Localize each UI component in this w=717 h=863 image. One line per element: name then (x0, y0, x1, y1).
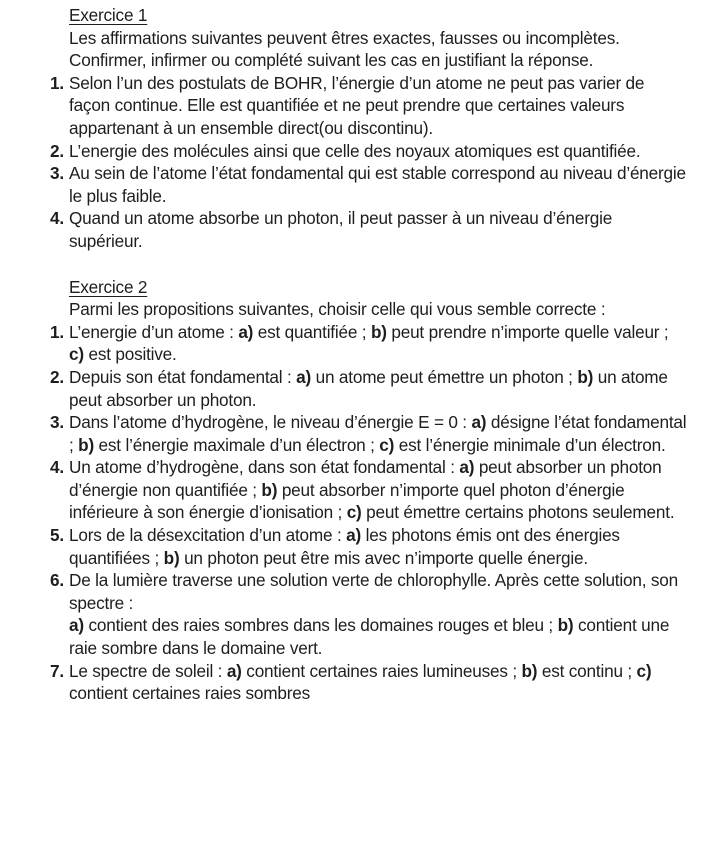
question-stem: Dans l’atome d’hydrogène, le niveau d’énergie E = 0 : (69, 412, 472, 433)
question-item (0, 321, 717, 366)
option-label: c) (346, 502, 362, 523)
item-number: 3. (50, 412, 64, 433)
exercise-1 (0, 4, 717, 253)
option-text: un atome peut absorber un photon. (69, 366, 668, 410)
exercise-2 (0, 276, 717, 705)
item-number: 4. (50, 208, 64, 229)
statement-text: L’energie des molécules ainsi que celle des noyaux atomiques est quantifiée. (69, 140, 641, 161)
statement-text: Selon l’un des postulats de BOHR, l’énergie d’un atome ne peut pas varier de façon continue. Elle est quantifiée et ne peut prendre que certaines valeurs appartenant à un ensemble direct(ou discontinu). (69, 72, 645, 138)
statement-text: Quand un atome absorbe un photon, il peut passer à un niveau d’énergie supérieur. (69, 208, 613, 251)
option-label: c) (69, 344, 84, 365)
option-text: un photon peut être mis avec n’importe quelle énergie. (179, 547, 588, 568)
statement-item (0, 140, 717, 163)
option-label: a) (69, 615, 84, 636)
question-stem: Le spectre de soleil : (69, 660, 227, 681)
exercise-2-questions (0, 321, 717, 705)
question-stem: De la lumière traverse une solution verte de chlorophylle. Après cette solution, son spectre : (69, 570, 678, 613)
option-text: peut absorber un photon d’énergie non quantifiée ; (69, 457, 662, 500)
item-number: 1. (50, 321, 64, 342)
question-item (0, 456, 717, 524)
exercise-2-title: Exercice 2 (69, 276, 148, 297)
option-label: b) (521, 660, 538, 681)
exercise-2-instructions: Parmi les propositions suivantes, choisir celle qui vous semble correcte : (69, 299, 606, 320)
option-text: peut émettre certains photons seulement. (361, 502, 675, 523)
option-label: b) (261, 479, 278, 500)
exercise-1-instructions: Les affirmations suivantes peuvent êtres exactes, fausses ou incomplètes. Confirmer, infirmer ou complété suivant les cas en justifiant la réponse. (69, 27, 620, 71)
option-label: c) (636, 660, 652, 681)
option-text: un atome peut émettre un photon ; (311, 366, 578, 387)
option-text: contient certaines raies sombres (69, 683, 311, 704)
statement-item (0, 72, 717, 140)
question-item (0, 366, 717, 411)
option-label: a) (346, 525, 362, 546)
option-label: a) (296, 366, 312, 387)
option-label: b) (557, 615, 574, 636)
option-text: peut prendre n’importe quelle valeur ; (386, 321, 669, 342)
section-spacer (0, 253, 717, 276)
option-text: peut absorber n’importe quel photon d’énergie inférieure à son énergie d’ionisation ; (69, 479, 625, 523)
item-number: 5. (50, 525, 64, 546)
option-label: b) (78, 434, 94, 455)
option-text: est positive. (83, 344, 177, 365)
option-text: contient certaines raies lumineuses ; (241, 660, 522, 681)
option-text: est quantifiée ; (253, 321, 371, 342)
question-stem: L’energie d’un atome : (69, 321, 239, 342)
item-number: 7. (50, 660, 64, 681)
item-number: 2. (50, 366, 64, 387)
question-stem: Depuis son état fondamental : (69, 366, 297, 387)
option-label: b) (577, 366, 594, 387)
exercise-1-statements (0, 72, 717, 253)
item-number: 2. (50, 140, 64, 161)
option-text: contient des raies sombres dans les domaines rouges et bleu ; (83, 615, 558, 636)
item-number: 3. (50, 163, 64, 184)
question-item (0, 660, 717, 705)
option-text: est l’énergie maximale d’un électron ; (93, 434, 380, 455)
question-item (0, 411, 717, 456)
question-stem: Un atome d’hydrogène, dans son état fondamental : (69, 457, 460, 478)
item-number: 6. (50, 570, 64, 591)
statement-text: Au sein de l’atome l’état fondamental qui est stable correspond au niveau d’énergie le plus faible. (69, 163, 686, 206)
statement-item (0, 207, 717, 252)
option-text: désigne l’état fondamental ; (69, 412, 687, 455)
option-label: a) (459, 457, 475, 478)
option-label: a) (471, 412, 487, 433)
option-label: b) (163, 547, 180, 568)
statement-item (0, 162, 717, 207)
option-text: contient une raie sombre dans le domaine vert. (69, 615, 670, 659)
question-stem: Lors de la désexcitation d’un atome : (69, 525, 347, 546)
option-text: est l’énergie minimale d’un électron. (394, 434, 666, 455)
item-number: 1. (50, 72, 64, 93)
option-text: est continu ; (537, 660, 637, 681)
question-item (0, 569, 717, 659)
option-label: b) (370, 321, 387, 342)
option-label: c) (379, 434, 395, 455)
option-text: les photons émis ont des énergies quantifiées ; (69, 525, 620, 568)
question-item (0, 524, 717, 569)
exercise-1-title: Exercice 1 (69, 5, 148, 25)
option-label: a) (226, 660, 242, 681)
option-label: a) (238, 321, 254, 342)
item-number: 4. (50, 457, 64, 478)
